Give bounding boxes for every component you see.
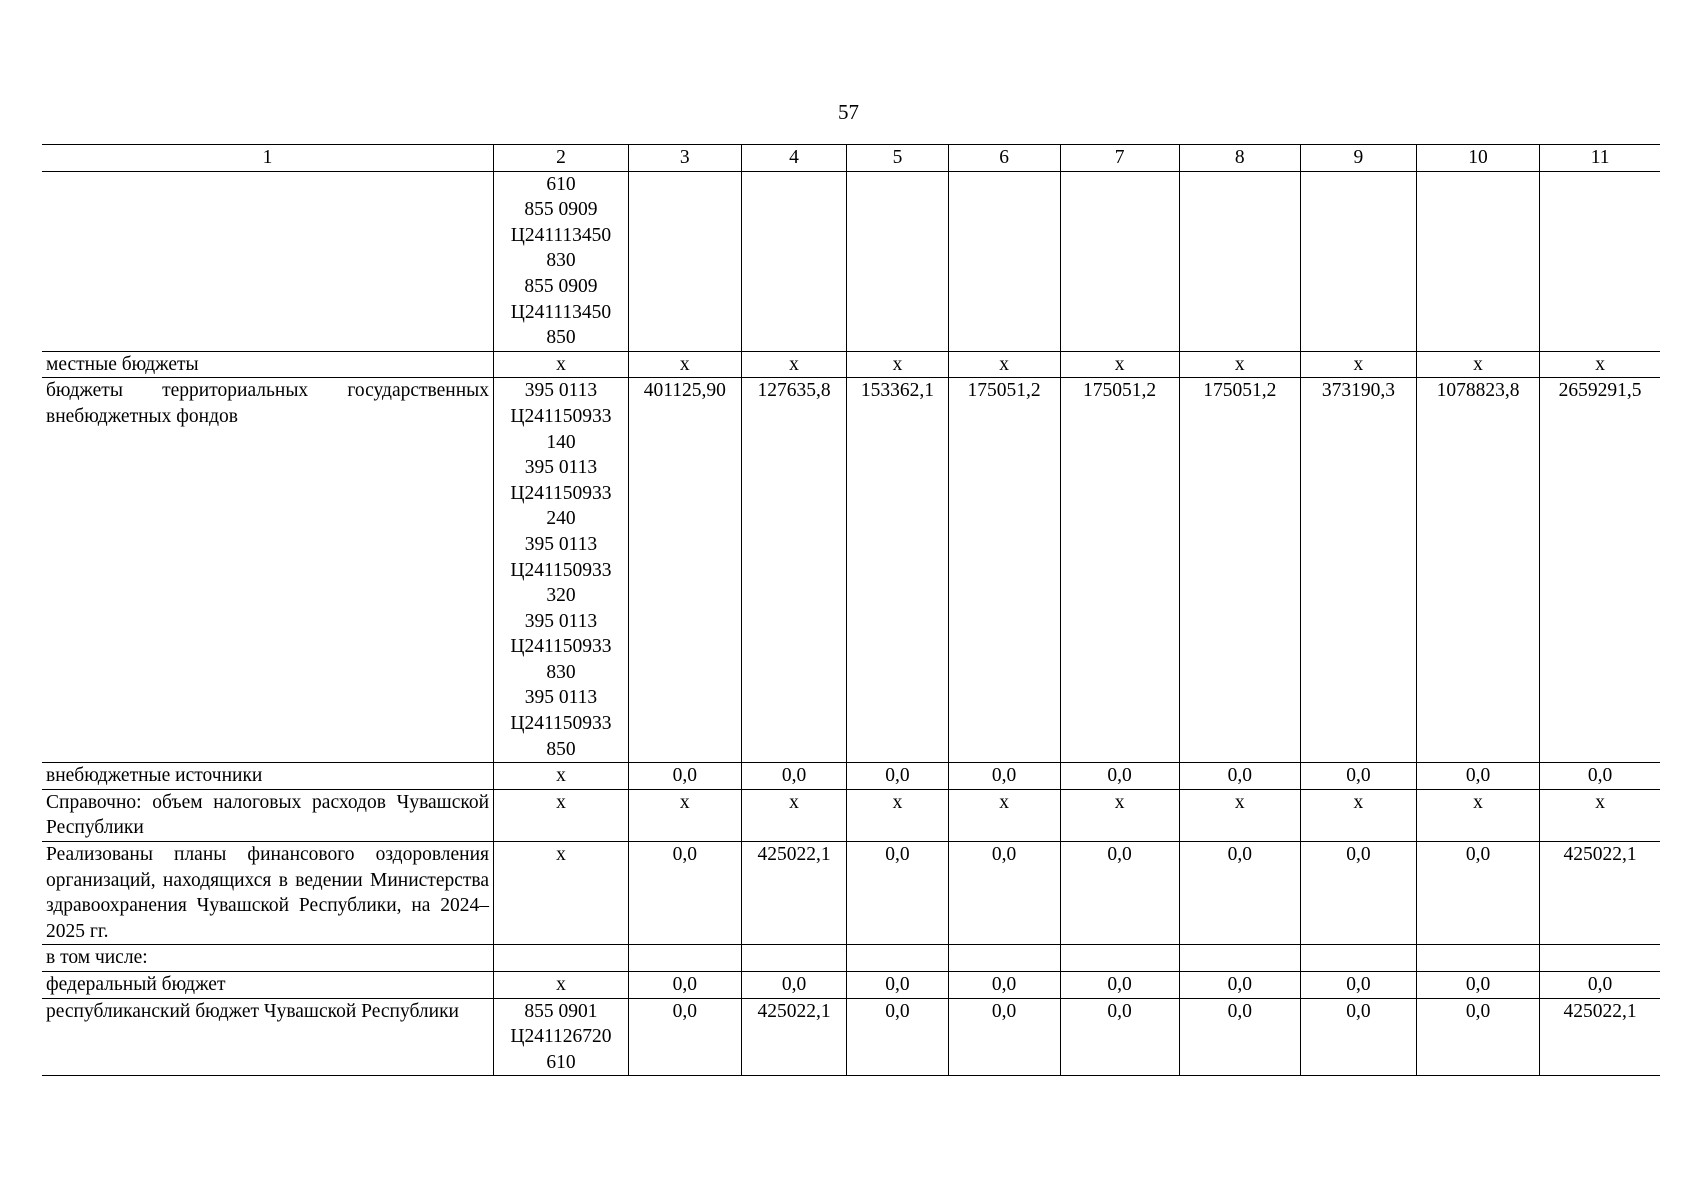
value-cell: 153362,1 xyxy=(847,378,948,763)
value-cell: x xyxy=(1416,789,1539,841)
value-cell: x xyxy=(1179,789,1300,841)
table-row xyxy=(42,972,1660,999)
value-cell xyxy=(1540,945,1660,972)
value-cell xyxy=(847,171,948,351)
value-cell: x xyxy=(741,789,847,841)
value-cell: 0,0 xyxy=(1416,842,1539,945)
value-cell: 0,0 xyxy=(1179,842,1300,945)
budget-code-cell: x xyxy=(494,789,629,841)
value-cell: 0,0 xyxy=(847,842,948,945)
row-name-cell: федеральный бюджет xyxy=(42,972,494,999)
value-cell xyxy=(1300,171,1416,351)
column-header: 6 xyxy=(948,145,1060,172)
value-cell: 0,0 xyxy=(628,842,741,945)
value-cell: x xyxy=(1540,789,1660,841)
table-row xyxy=(42,351,1660,378)
budget-code-cell: x xyxy=(494,351,629,378)
value-cell: x xyxy=(847,351,948,378)
budget-code-cell xyxy=(494,945,629,972)
value-cell xyxy=(741,945,847,972)
value-cell: 0,0 xyxy=(847,763,948,790)
page-number: 57 xyxy=(838,100,859,124)
row-name-cell xyxy=(42,171,494,351)
column-header: 3 xyxy=(628,145,741,172)
value-cell: 0,0 xyxy=(948,763,1060,790)
value-cell: 0,0 xyxy=(1540,972,1660,999)
value-cell: 1078823,8 xyxy=(1416,378,1539,763)
table-row xyxy=(42,171,1660,351)
value-cell: 425022,1 xyxy=(1540,998,1660,1076)
value-cell xyxy=(1416,945,1539,972)
value-cell: 373190,3 xyxy=(1300,378,1416,763)
column-header: 2 xyxy=(494,145,629,172)
value-cell: x xyxy=(1416,351,1539,378)
row-name-cell: в том числе: xyxy=(42,945,494,972)
value-cell: 0,0 xyxy=(1060,972,1179,999)
value-cell xyxy=(741,171,847,351)
value-cell: 0,0 xyxy=(1416,763,1539,790)
value-cell xyxy=(948,945,1060,972)
value-cell: x xyxy=(628,351,741,378)
value-cell: 425022,1 xyxy=(1540,842,1660,945)
value-cell: 0,0 xyxy=(628,763,741,790)
column-header: 1 xyxy=(42,145,494,172)
value-cell: x xyxy=(1179,351,1300,378)
value-cell: 0,0 xyxy=(1060,763,1179,790)
value-cell: 0,0 xyxy=(847,998,948,1076)
column-header: 4 xyxy=(741,145,847,172)
value-cell: 401125,90 xyxy=(628,378,741,763)
value-cell: 0,0 xyxy=(1416,972,1539,999)
value-cell: 0,0 xyxy=(628,998,741,1076)
value-cell: 175051,2 xyxy=(1060,378,1179,763)
table-row xyxy=(42,998,1660,1076)
value-cell: x xyxy=(847,789,948,841)
value-cell: 0,0 xyxy=(847,972,948,999)
value-cell: 175051,2 xyxy=(948,378,1060,763)
row-name-cell: Справочно: объем налоговых расходов Чувашской Республики xyxy=(42,789,494,841)
value-cell: 175051,2 xyxy=(1179,378,1300,763)
value-cell: x xyxy=(948,351,1060,378)
value-cell: x xyxy=(1060,789,1179,841)
value-cell: 0,0 xyxy=(948,998,1060,1076)
value-cell xyxy=(1179,171,1300,351)
value-cell: x xyxy=(1300,351,1416,378)
budget-code-cell: x xyxy=(494,763,629,790)
value-cell: 127635,8 xyxy=(741,378,847,763)
value-cell xyxy=(628,945,741,972)
row-name-cell: внебюджетные источники xyxy=(42,763,494,790)
column-header: 7 xyxy=(1060,145,1179,172)
row-name-cell: бюджеты территориальных государственных внебюджетных фондов xyxy=(42,378,494,763)
value-cell: 0,0 xyxy=(1416,998,1539,1076)
table-row xyxy=(42,842,1660,945)
row-name-cell: Реализованы планы финансового оздоровления организаций, находящихся в ведении Министерства здравоохранения Чувашской Республики, на 2024–2025 гг. xyxy=(42,842,494,945)
value-cell: x xyxy=(1540,351,1660,378)
value-cell: x xyxy=(741,351,847,378)
column-header: 9 xyxy=(1300,145,1416,172)
value-cell xyxy=(1416,171,1539,351)
value-cell: 0,0 xyxy=(1540,763,1660,790)
table-row xyxy=(42,378,1660,763)
value-cell xyxy=(628,171,741,351)
value-cell xyxy=(1179,945,1300,972)
value-cell: 0,0 xyxy=(628,972,741,999)
value-cell: 0,0 xyxy=(1179,998,1300,1076)
budget-code-cell: x xyxy=(494,972,629,999)
value-cell: 0,0 xyxy=(1060,998,1179,1076)
budget-code-cell: 395 0113 Ц241150933 140 395 0113 Ц241150933 240 395 0113 Ц241150933 320 395 0113 Ц241150933 830 395 0113 Ц241150933 850 xyxy=(494,378,629,763)
value-cell: 0,0 xyxy=(1300,763,1416,790)
table-body xyxy=(42,171,1660,1076)
value-cell: 2659291,5 xyxy=(1540,378,1660,763)
row-name-cell: республиканский бюджет Чувашской Республики xyxy=(42,998,494,1076)
value-cell: x xyxy=(1300,789,1416,841)
budget-code-cell: 855 0901 Ц241126720 610 xyxy=(494,998,629,1076)
value-cell: 0,0 xyxy=(1179,763,1300,790)
value-cell: x xyxy=(628,789,741,841)
table-row xyxy=(42,945,1660,972)
value-cell xyxy=(847,945,948,972)
value-cell: 0,0 xyxy=(948,972,1060,999)
budget-table xyxy=(42,144,1660,1076)
value-cell: 0,0 xyxy=(741,972,847,999)
table-row xyxy=(42,789,1660,841)
column-header: 5 xyxy=(847,145,948,172)
value-cell xyxy=(1540,171,1660,351)
value-cell: 0,0 xyxy=(948,842,1060,945)
value-cell: 425022,1 xyxy=(741,998,847,1076)
value-cell: 0,0 xyxy=(1300,972,1416,999)
column-number-header-row xyxy=(42,145,1660,172)
budget-code-cell: 610 855 0909 Ц241113450 830 855 0909 Ц241113450 850 xyxy=(494,171,629,351)
column-header: 8 xyxy=(1179,145,1300,172)
row-name-cell: местные бюджеты xyxy=(42,351,494,378)
value-cell: 0,0 xyxy=(1300,998,1416,1076)
table-row xyxy=(42,763,1660,790)
column-header: 10 xyxy=(1416,145,1539,172)
value-cell: 0,0 xyxy=(1300,842,1416,945)
value-cell xyxy=(1060,945,1179,972)
value-cell: 0,0 xyxy=(741,763,847,790)
value-cell xyxy=(948,171,1060,351)
value-cell xyxy=(1300,945,1416,972)
value-cell: 425022,1 xyxy=(741,842,847,945)
value-cell: 0,0 xyxy=(1060,842,1179,945)
column-header: 11 xyxy=(1540,145,1660,172)
budget-code-cell: x xyxy=(494,842,629,945)
value-cell xyxy=(1060,171,1179,351)
value-cell: x xyxy=(948,789,1060,841)
value-cell: x xyxy=(1060,351,1179,378)
value-cell: 0,0 xyxy=(1179,972,1300,999)
